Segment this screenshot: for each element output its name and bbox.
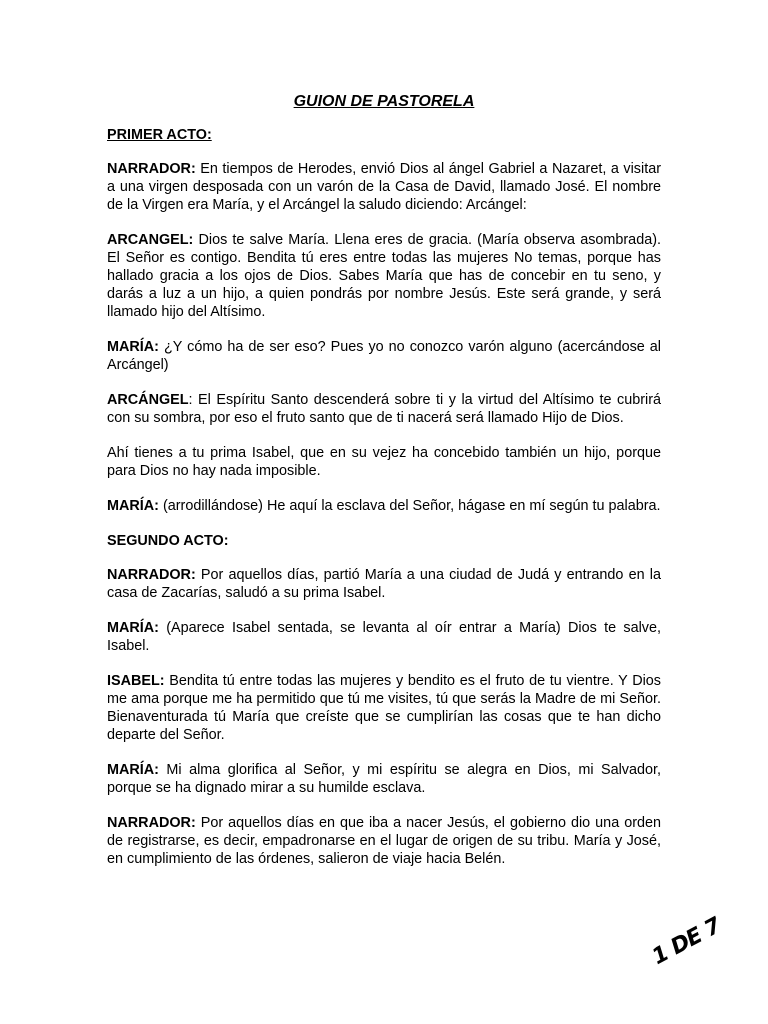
page-number-mark: 1 DE 7 (648, 913, 725, 970)
paragraph (107, 761, 661, 797)
paragraph (107, 444, 661, 480)
speaker-label: MARÍA: (107, 620, 159, 636)
paragraph (107, 391, 661, 427)
paragraph (107, 338, 661, 374)
paragraph-text: Ahí tienes a tu prima Isabel, que en su vejez ha concebido también un hijo, porque para Dios no hay nada imposible. (107, 445, 661, 479)
speaker-label: ARCANGEL: (107, 232, 194, 248)
speaker-label: NARRADOR: (107, 161, 196, 177)
act-heading-2: SEGUNDO ACTO: (107, 533, 229, 549)
speaker-label: ARCÁNGEL (107, 392, 189, 408)
speaker-label: NARRADOR: (107, 815, 196, 831)
paragraph (107, 497, 661, 515)
paragraph-text: Por aquellos días, partió María a una ciudad de Judá y entrando en la casa de Zacarías, saludó a su prima Isabel. (107, 567, 661, 601)
speaker-label: MARÍA: (107, 339, 159, 355)
paragraph (107, 160, 661, 214)
paragraph-text: : El Espíritu Santo descenderá sobre ti y la virtud del Altísimo te cubrirá con su sombra, por eso el fruto santo que de ti nacerá será llamado Hijo de Dios. (107, 392, 661, 426)
paragraph-text: Dios te salve María. Llena eres de gracia. (María observa asombrada). El Señor es contigo. Bendita tú eres entre todas las mujeres No temas, porque has hallado gracia a los ojos de Dios. Sabes María que has de concebir en tu seno, y darás a luz a un hijo, a quien pondrás por nombre Jesús. Este será grande, y será llamado hijo del Altísimo. (107, 232, 661, 320)
paragraph-text: Mi alma glorifica al Señor, y mi espíritu se alegra en Dios, mi Salvador, porque se ha dignado mirar a su humilde esclava. (107, 762, 661, 796)
speaker-label: MARÍA: (107, 498, 159, 514)
speaker-label: ISABEL: (107, 673, 165, 689)
document-page (107, 92, 661, 885)
paragraph (107, 619, 661, 655)
paragraph-text: Bendita tú entre todas las mujeres y bendito es el fruto de tu vientre. Y Dios me ama porque me ha permitido que tú me visites, tú que serás la Madre de mi Señor. Bienaventurada tú María que creíste que se cumplirían las cosas que te han dicho departe del Señor. (107, 673, 661, 743)
paragraph (107, 231, 661, 321)
speaker-label: MARÍA: (107, 762, 159, 778)
paragraph-text: (arrodillándose) He aquí la esclava del Señor, hágase en mí según tu palabra. (158, 498, 661, 514)
paragraph-text: (Aparece Isabel sentada, se levanta al oír entrar a María) Dios te salve, Isabel. (107, 620, 661, 654)
act-heading-1: PRIMER ACTO: (107, 127, 212, 143)
paragraph-text: En tiempos de Herodes, envió Dios al ángel Gabriel a Nazaret, a visitar a una virgen desposada con un varón de la Casa de David, llamado José. El nombre de la Virgen era María, y el Arcángel la saludo diciendo: Arcángel: (107, 161, 661, 213)
document-title: GUION DE PASTORELA (293, 93, 475, 110)
paragraph-text: ¿Y cómo ha de ser eso? Pues yo no conozco varón alguno (acercándose al Arcángel) (107, 339, 661, 373)
paragraph (107, 814, 661, 868)
paragraph (107, 566, 661, 602)
speaker-label: NARRADOR: (107, 567, 196, 583)
paragraph (107, 672, 661, 744)
paragraph-text: Por aquellos días en que iba a nacer Jesús, el gobierno dio una orden de registrarse, es decir, empadronarse en el lugar de origen de su tribu. María y José, en cumplimiento de las órdenes, salieron de viaje hacia Belén. (107, 815, 661, 867)
